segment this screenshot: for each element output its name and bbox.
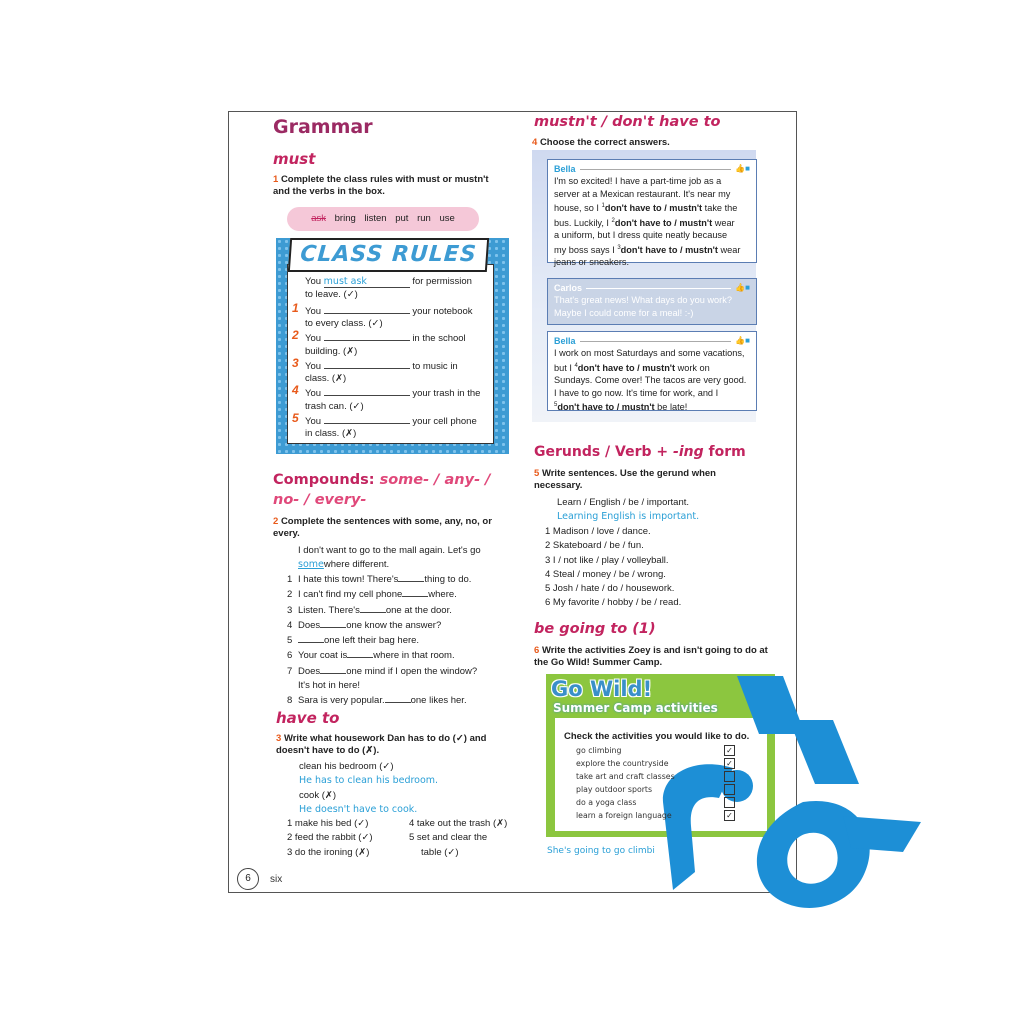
exercise-number: 1 <box>273 174 279 185</box>
rule-text: to music in <box>412 360 458 372</box>
activity-item: explore the countryside <box>576 759 669 768</box>
word-box <box>287 207 479 231</box>
compounds-list <box>287 572 477 709</box>
rule-text: your cell phone <box>412 415 477 427</box>
answer-blank <box>298 633 324 643</box>
activity-item: learn a foreign language <box>576 811 672 820</box>
answer-options: don't have to / mustn't <box>604 203 703 214</box>
list-item <box>287 618 477 633</box>
answer-options: don't have to / mustn't <box>614 217 713 228</box>
answer-blank <box>385 693 411 703</box>
activity-checkbox[interactable] <box>724 771 735 782</box>
logo-tail <box>843 816 921 852</box>
list-item <box>287 603 477 618</box>
section-heading-have-to: have to <box>276 709 340 727</box>
example-answer: must ask <box>323 276 367 287</box>
chat-text: I'm so excited! I have a part-time job as a <box>554 176 722 187</box>
exercise-2-instruction <box>273 516 513 540</box>
exercise-4-instruction <box>532 137 670 149</box>
answer-blank <box>324 414 410 424</box>
item-text: Your coat is <box>298 650 348 662</box>
answer-blank <box>324 276 410 288</box>
activity-item: do a yoga class <box>576 798 637 807</box>
item-number: 3 <box>287 604 293 616</box>
exercise-number: 3 <box>276 733 282 744</box>
chat-text: work on <box>675 362 710 373</box>
section-heading-compounds <box>273 472 490 488</box>
item-text: I hate this town! There's <box>298 574 399 585</box>
rule-text: You <box>305 276 322 287</box>
chat-text: I have to go now. It's time for work, and I <box>554 387 719 398</box>
exercise-number: 2 <box>273 516 279 527</box>
answer-options: don't have to / mustn't <box>557 402 655 413</box>
going-to-example-answer: She's going to go climbi <box>547 846 655 856</box>
list-item: 2 feed the rabbit (✓) <box>287 832 373 844</box>
list-item: table (✓) <box>421 846 459 858</box>
item-text: Listen. There's <box>298 604 360 616</box>
item-text: one at the door. <box>385 604 452 616</box>
class-rule-row <box>292 383 490 413</box>
heading-part: some- / any- / <box>379 472 491 488</box>
heading-part: Compounds: <box>273 472 375 488</box>
rule-text: in class. (✗) <box>305 428 357 439</box>
chat-author: Carlos <box>554 283 583 293</box>
activity-item: go climbing <box>576 746 622 755</box>
instruction-text: Write what housework Dan has to do (✓) and doesn't have to do (✗). <box>276 733 487 756</box>
item-number: 4 <box>287 619 293 631</box>
answer-blank <box>320 618 346 628</box>
chat-text: That's great news! What days do you work? <box>554 295 732 306</box>
rule-number: 5 <box>292 410 299 425</box>
list-item <box>287 693 477 708</box>
item-text: Does <box>298 619 321 631</box>
chat-text: be late! <box>657 402 688 413</box>
heading-part: Gerunds / Verb + <box>534 444 674 460</box>
list-item <box>287 679 477 693</box>
list-item <box>287 587 477 602</box>
answer-options: don't have to / mustn't <box>620 244 718 255</box>
list-item: 2 Skateboard / be / fun. <box>545 540 644 552</box>
gerunds-example <box>557 496 699 525</box>
class-rules-title-text: CLASS RULES <box>299 242 478 267</box>
chat-text: Sundays. Come over! The tacos are very good. <box>554 375 747 386</box>
item-number: 6 <box>287 650 293 662</box>
like-comment-icon: 👍■ <box>735 164 750 173</box>
chat-text: house, so I <box>554 203 602 214</box>
rule-text: to leave. (✓) <box>305 288 358 300</box>
rule-number: 2 <box>292 328 299 342</box>
chat-text: but I <box>554 362 575 373</box>
item-text: Sara is very popular. <box>298 695 385 707</box>
like-comment-icon: 👍■ <box>735 283 750 292</box>
item-text: Does <box>298 665 321 677</box>
list-item: 4 take out the trash (✗) <box>409 818 508 829</box>
rule-text: You <box>305 305 322 317</box>
rule-number: 1 <box>292 300 299 315</box>
answer-blank <box>398 572 424 582</box>
item-number: 8 <box>287 695 293 707</box>
chat-text: take the <box>702 203 738 214</box>
list-item: 5 Josh / hate / do / housework. <box>545 583 675 595</box>
example-text: where different. <box>323 559 390 571</box>
chat-author: Bella <box>554 336 576 346</box>
rule-text: your notebook <box>412 305 473 317</box>
gerunds-list <box>545 525 681 611</box>
logo-stroke-mid <box>789 720 859 784</box>
page-title: Grammar <box>273 116 373 138</box>
exercise-number: 5 <box>534 468 540 479</box>
section-heading-compounds-line2 <box>273 492 366 508</box>
word-chip: use <box>439 213 455 224</box>
chat-bubble-bella-2: Bella 👍■ I work on most Saturdays and some vacations, but I $^4$don't have to / mustn't work on Sundays. Come over! The tacos are very good. I have to go now. It's time for work, and I $^5$don't have to / mustn't be late! <box>547 331 757 411</box>
answer-blank <box>324 331 410 341</box>
exercise-number: 4 <box>532 137 538 148</box>
item-number: 5 <box>287 635 293 647</box>
item-number: 1 <box>287 574 293 585</box>
answer-options: don't have to / mustn't <box>577 362 676 373</box>
rule-text: for permission <box>412 276 472 287</box>
item-text: thing to do. <box>424 574 472 585</box>
class-rule-row <box>292 300 490 331</box>
chat-text: wear <box>712 217 735 228</box>
check-heading: Check the activities you would like to do. <box>564 731 750 742</box>
class-rule-row <box>292 328 490 358</box>
rule-text: in the school <box>412 333 466 344</box>
rule-text: You <box>305 415 322 427</box>
rule-text: class. (✗) <box>305 373 347 384</box>
activity-checkbox[interactable] <box>724 784 735 795</box>
example-line: Learn / English / be / important. <box>557 497 690 508</box>
activity-checkbox[interactable]: ✓ <box>724 745 735 756</box>
answer-blank <box>347 648 373 658</box>
list-item: 6 My favorite / hobby / be / read. <box>545 597 682 609</box>
word-chip: put <box>395 213 409 224</box>
answer-blank <box>324 386 410 396</box>
section-heading-gerunds <box>534 444 746 460</box>
item-text: one mind if I open the window? <box>346 665 478 677</box>
instruction-text: Write sentences. Use the gerund when necessary. <box>534 468 716 491</box>
heading-part: no- / every- <box>273 492 367 508</box>
instruction-text: Complete the sentences with some, any, no, or every. <box>273 516 492 539</box>
example-text: I don't want to go to the mall again. Let's go <box>298 545 481 556</box>
example-line: clean his bedroom (✓) <box>299 761 394 772</box>
example-answer: some <box>298 559 324 571</box>
chat-text: I work on most Saturdays and some vacations, <box>554 348 745 359</box>
item-text: one left their bag here. <box>324 635 420 647</box>
rule-text: your trash in the <box>412 388 481 399</box>
item-text: It's hot in here! <box>298 680 361 692</box>
chat-text: bus. Luckily, I <box>554 217 612 228</box>
class-rule-row <box>292 410 490 441</box>
rule-number: 4 <box>292 383 299 397</box>
exercise-5-instruction <box>534 468 764 492</box>
heading-part: -ing <box>673 444 704 460</box>
chat-author: Bella <box>554 164 576 174</box>
chat-bubble-carlos <box>547 278 757 325</box>
example-answer: Learning English is important. <box>557 511 700 523</box>
rule-text: building. (✗) <box>305 345 358 357</box>
rule-number: 3 <box>292 355 299 370</box>
item-number: 2 <box>287 589 293 601</box>
have-to-items-left <box>287 817 373 860</box>
like-comment-icon: 👍■ <box>735 336 750 345</box>
word-chip: bring <box>334 213 356 224</box>
class-rule-row <box>305 276 490 301</box>
heading-part: form <box>703 444 746 460</box>
exercise-number: 6 <box>534 645 540 656</box>
item-text: I can't find my cell phone <box>298 589 403 601</box>
list-item: 5 set and clear the <box>409 832 488 844</box>
have-to-items-right <box>409 817 507 860</box>
list-item: 3 I / not like / play / volleyball. <box>545 554 669 566</box>
item-text: one know the answer? <box>346 619 442 631</box>
section-heading-must: must <box>273 150 316 168</box>
chat-text: jeans or sneakers. <box>554 257 630 268</box>
list-item <box>287 572 477 587</box>
camp-title: Go Wild! <box>551 677 653 701</box>
example-line: cook (✗) <box>299 789 336 801</box>
rule-text: trash can. (✓) <box>305 400 364 412</box>
camp-subtitle: Summer Camp activities <box>553 701 718 715</box>
list-item <box>287 664 477 679</box>
word-chip: run <box>417 213 431 224</box>
answer-blank <box>320 664 346 674</box>
word-chip: listen <box>364 213 387 224</box>
instruction-text: Complete the class rules with must or mustn't and the verbs in the box. <box>273 174 489 197</box>
page-number: 6 <box>237 868 259 890</box>
activity-checkbox[interactable]: ✓ <box>724 810 735 821</box>
exercise-1-instruction <box>273 174 508 198</box>
example-sentence <box>298 544 481 573</box>
activity-item: take art and craft classes <box>576 772 675 781</box>
item-text: one likes her. <box>410 695 467 707</box>
activity-checkbox[interactable] <box>724 797 735 808</box>
activity-item: play outdoor sports <box>576 785 653 794</box>
word-crossed: ask <box>311 213 326 224</box>
chat-bubble-bella-1: Bella 👍■ I'm so excited! I have a part-time job as a server at a Mexican restaurant. It's near my house, so I $^1$don't have to / mustn't take the bus. Luckily, I $^2$don't have to / mustn't wear a uniform, but I dress quite neatly because my boss says I $^3$don't have to / mustn't wear jeans or sneakers. <box>547 159 757 263</box>
class-rules-title <box>288 238 489 272</box>
rule-text: to every class. (✓) <box>305 318 383 329</box>
item-text: where. <box>428 589 457 601</box>
instruction-text: Choose the correct answers. <box>539 137 670 148</box>
chat-text: wear <box>717 244 741 255</box>
chat-text: server at a Mexican restaurant. It's near my <box>554 188 731 199</box>
exercise-3-instruction <box>276 733 516 757</box>
example-answer: He has to clean his bedroom. <box>299 775 439 787</box>
list-item <box>287 633 477 648</box>
section-heading-mustnt: mustn't / don't have to <box>534 114 721 130</box>
answer-blank <box>360 603 386 613</box>
list-item: 4 Steal / money / be / wrong. <box>545 568 666 580</box>
answer-blank <box>324 304 410 314</box>
answer-blank <box>402 587 428 597</box>
list-item: 1 make his bed (✓) <box>287 818 369 829</box>
have-to-examples <box>299 760 438 817</box>
rule-text: You <box>305 360 322 372</box>
instruction-text: Write the activities Zoey is and isn't going to do at the Go Wild! Summer Camp. <box>534 645 768 668</box>
brand-logo-watermark <box>655 676 925 921</box>
example-answer: He doesn't have to cook. <box>299 803 418 815</box>
item-number: 7 <box>287 665 293 677</box>
class-rule-row <box>292 355 490 386</box>
section-heading-going-to: be going to (1) <box>534 621 656 637</box>
rule-text: You <box>305 333 322 344</box>
rule-text: You <box>305 388 322 399</box>
list-item: 1 Madison / love / dance. <box>545 526 651 537</box>
list-item <box>287 648 477 663</box>
page-number-word: six <box>270 874 283 885</box>
chat-text: a uniform, but I dress quite neatly because <box>554 230 728 241</box>
chat-text: my boss says I <box>554 244 618 255</box>
activity-checkbox[interactable]: ✓ <box>724 758 735 769</box>
exercise-6-instruction <box>534 645 774 669</box>
answer-blank <box>324 359 410 369</box>
list-item: 3 do the ironing (✗) <box>287 846 370 858</box>
chat-text: Maybe I could come for a meal! :-) <box>554 307 694 318</box>
item-text: where in that room. <box>373 650 455 662</box>
